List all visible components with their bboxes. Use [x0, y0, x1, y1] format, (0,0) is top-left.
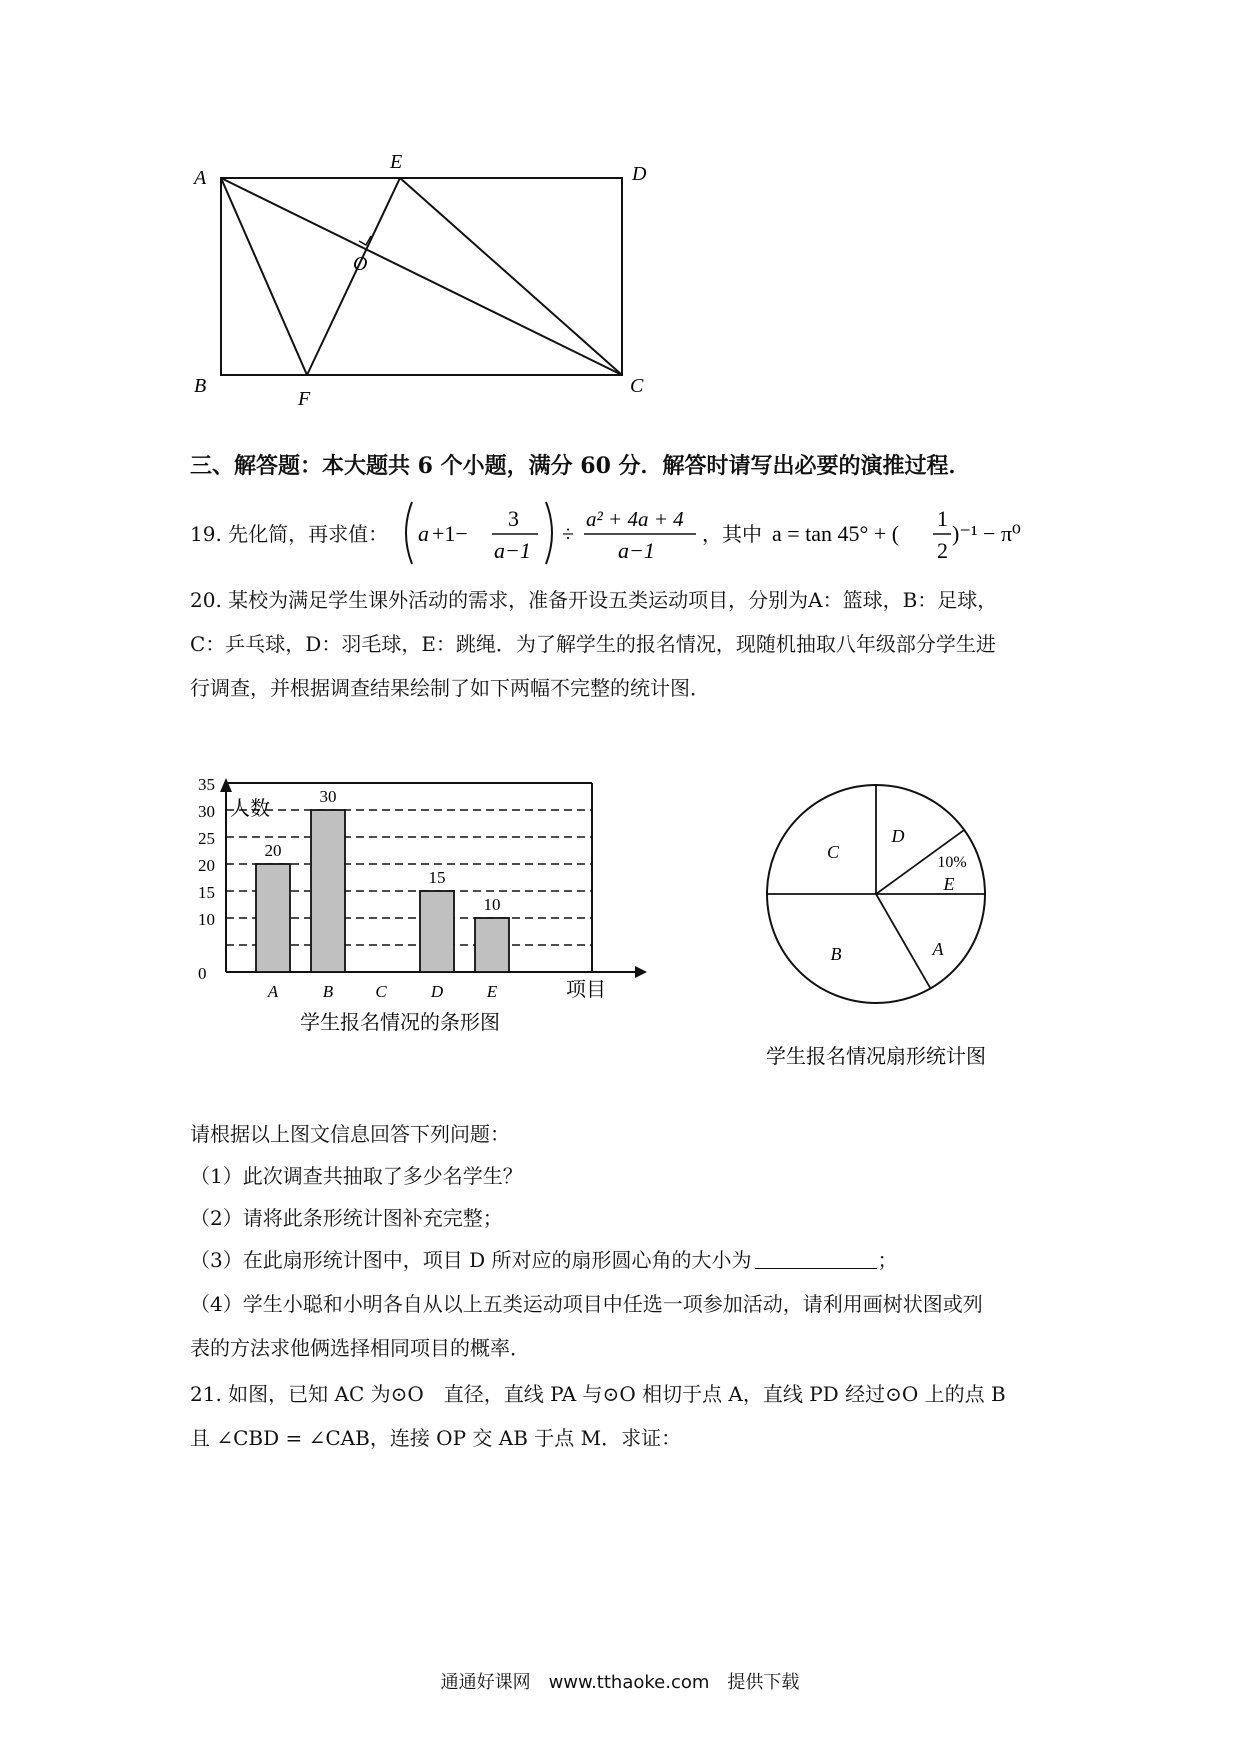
bar-e	[475, 918, 509, 972]
bar-value-label: 10	[483, 895, 501, 914]
pie-slice-label: D	[891, 826, 905, 846]
x-tick-label: E	[486, 982, 498, 1001]
x-tick-label: C	[375, 982, 387, 1001]
half-den: 2	[937, 538, 948, 563]
q20-prompt: 请根据以上图文信息回答下列问题：	[190, 1122, 510, 1146]
segment-af	[221, 178, 307, 375]
section-heading: 三、解答题：本大题共 6 个小题，满分 60 分．解答时请写出必要的演推过程．	[190, 453, 971, 479]
q20-line-1: 20. 某校为满足学生课外活动的需求，准备开设五类运动项目，分别为A：篮球，B：足球，	[190, 588, 998, 612]
diagonal-ac	[221, 178, 622, 375]
y-tick-label: 15	[198, 883, 215, 902]
q20-line-3: 行调查，并根据调查结果绘制了如下两幅不完整的统计图．	[190, 676, 710, 700]
bar-a	[256, 864, 290, 972]
q20-sub-3-text: （3）在此扇形统计图中，项目 D 所对应的扇形圆心角的大小为	[190, 1248, 752, 1272]
q20-sub-4-line-1: （4）学生小聪和小明各自从以上五类运动项目中任选一项参加活动，请利用画树状图或列	[190, 1292, 983, 1316]
geometry-figure	[190, 150, 710, 440]
x-axis-arrow	[635, 966, 647, 978]
question-19	[190, 498, 1090, 568]
q21-line-1: 21. 如图，已知 AC 为⊙O 直径，直线 PA 与⊙O 相切于点 A，直线 PD 经过⊙O 上的点 B	[190, 1382, 1006, 1406]
q19-condition-tail: )⁻¹ − π⁰	[952, 521, 1021, 546]
left-paren	[406, 502, 412, 564]
q19-condition: a = tan 45° + (	[772, 521, 900, 546]
y-tick-label: 35	[198, 775, 215, 794]
div-sign: ÷	[562, 521, 575, 546]
q20-sub-2: （2）请将此条形统计图补充完整；	[190, 1206, 503, 1230]
label-d: D	[632, 163, 647, 185]
frac1-num: 3	[508, 506, 519, 531]
bar-value-label: 20	[264, 841, 282, 860]
q21-line-2: 且 ∠CBD = ∠CAB，连接 OP 交 AB 于点 M．求证：	[190, 1426, 682, 1450]
answer-blank[interactable]	[755, 1248, 877, 1269]
q19-expression	[400, 498, 1080, 568]
label-e: E	[390, 151, 403, 173]
bar-chart-title: 学生报名情况的条形图	[300, 1010, 500, 1034]
label-f: F	[298, 388, 311, 410]
y-axis-label: 人数	[230, 796, 270, 820]
bar-b	[311, 810, 345, 972]
label-b: B	[194, 375, 207, 397]
half-num: 1	[937, 506, 948, 531]
q19-prefix: 19. 先化简，再求值：	[190, 522, 389, 546]
y-tick-label: 25	[198, 829, 215, 848]
q20-sub-4-line-2: 表的方法求他俩选择相同项目的概率．	[190, 1336, 530, 1360]
expr-plus1: +1−	[432, 521, 468, 546]
label-a: A	[194, 167, 207, 189]
segment-fe	[307, 178, 400, 375]
label-c: C	[630, 375, 644, 397]
q20-sub-3	[190, 1246, 897, 1274]
pie-slice-annotation: 10%	[937, 854, 967, 871]
x-tick-label: A	[267, 982, 279, 1001]
frac1-den: a−1	[494, 538, 531, 563]
q19-suffix: ，其中	[702, 524, 762, 546]
bar-d	[420, 891, 454, 972]
pie-slice-label: E	[943, 874, 955, 894]
bar-chart	[190, 712, 710, 1102]
page-footer: 通通好课网 www.tthaoke.com 提供下载	[440, 1672, 800, 1693]
y-tick-label: 10	[198, 910, 215, 929]
pie-slice-label: C	[826, 842, 840, 862]
q20-line-2: C：乒乓球，D：羽毛球，E：跳绳．为了解学生的报名情况，现随机抽取八年级部分学生进	[190, 632, 996, 656]
y-axis-arrow	[220, 778, 232, 792]
pie-chart	[740, 760, 1020, 1090]
x-axis-label: 项目	[566, 977, 606, 1001]
bar-value-label: 30	[319, 787, 337, 806]
expr-a: a	[418, 521, 429, 546]
label-o: O	[353, 253, 368, 275]
pie-chart-title: 学生报名情况扇形统计图	[766, 1044, 986, 1068]
frac2-num: a² + 4a + 4	[586, 507, 684, 531]
y-tick-label: 0	[198, 964, 207, 983]
q20-sub-1: （1）此次调查共抽取了多少名学生？	[190, 1164, 523, 1188]
x-tick-label: B	[322, 982, 334, 1001]
q20-sub-3-tail: ；	[877, 1248, 898, 1272]
pie-slice-label: B	[830, 944, 842, 964]
x-tick-label: D	[430, 982, 444, 1001]
right-paren	[546, 502, 552, 564]
pie-slice-label: A	[932, 939, 944, 959]
y-tick-label: 30	[198, 802, 215, 821]
frac2-den: a−1	[618, 538, 655, 563]
y-tick-label: 20	[198, 856, 215, 875]
bar-value-label: 15	[428, 868, 446, 887]
segment-ec	[400, 178, 622, 375]
